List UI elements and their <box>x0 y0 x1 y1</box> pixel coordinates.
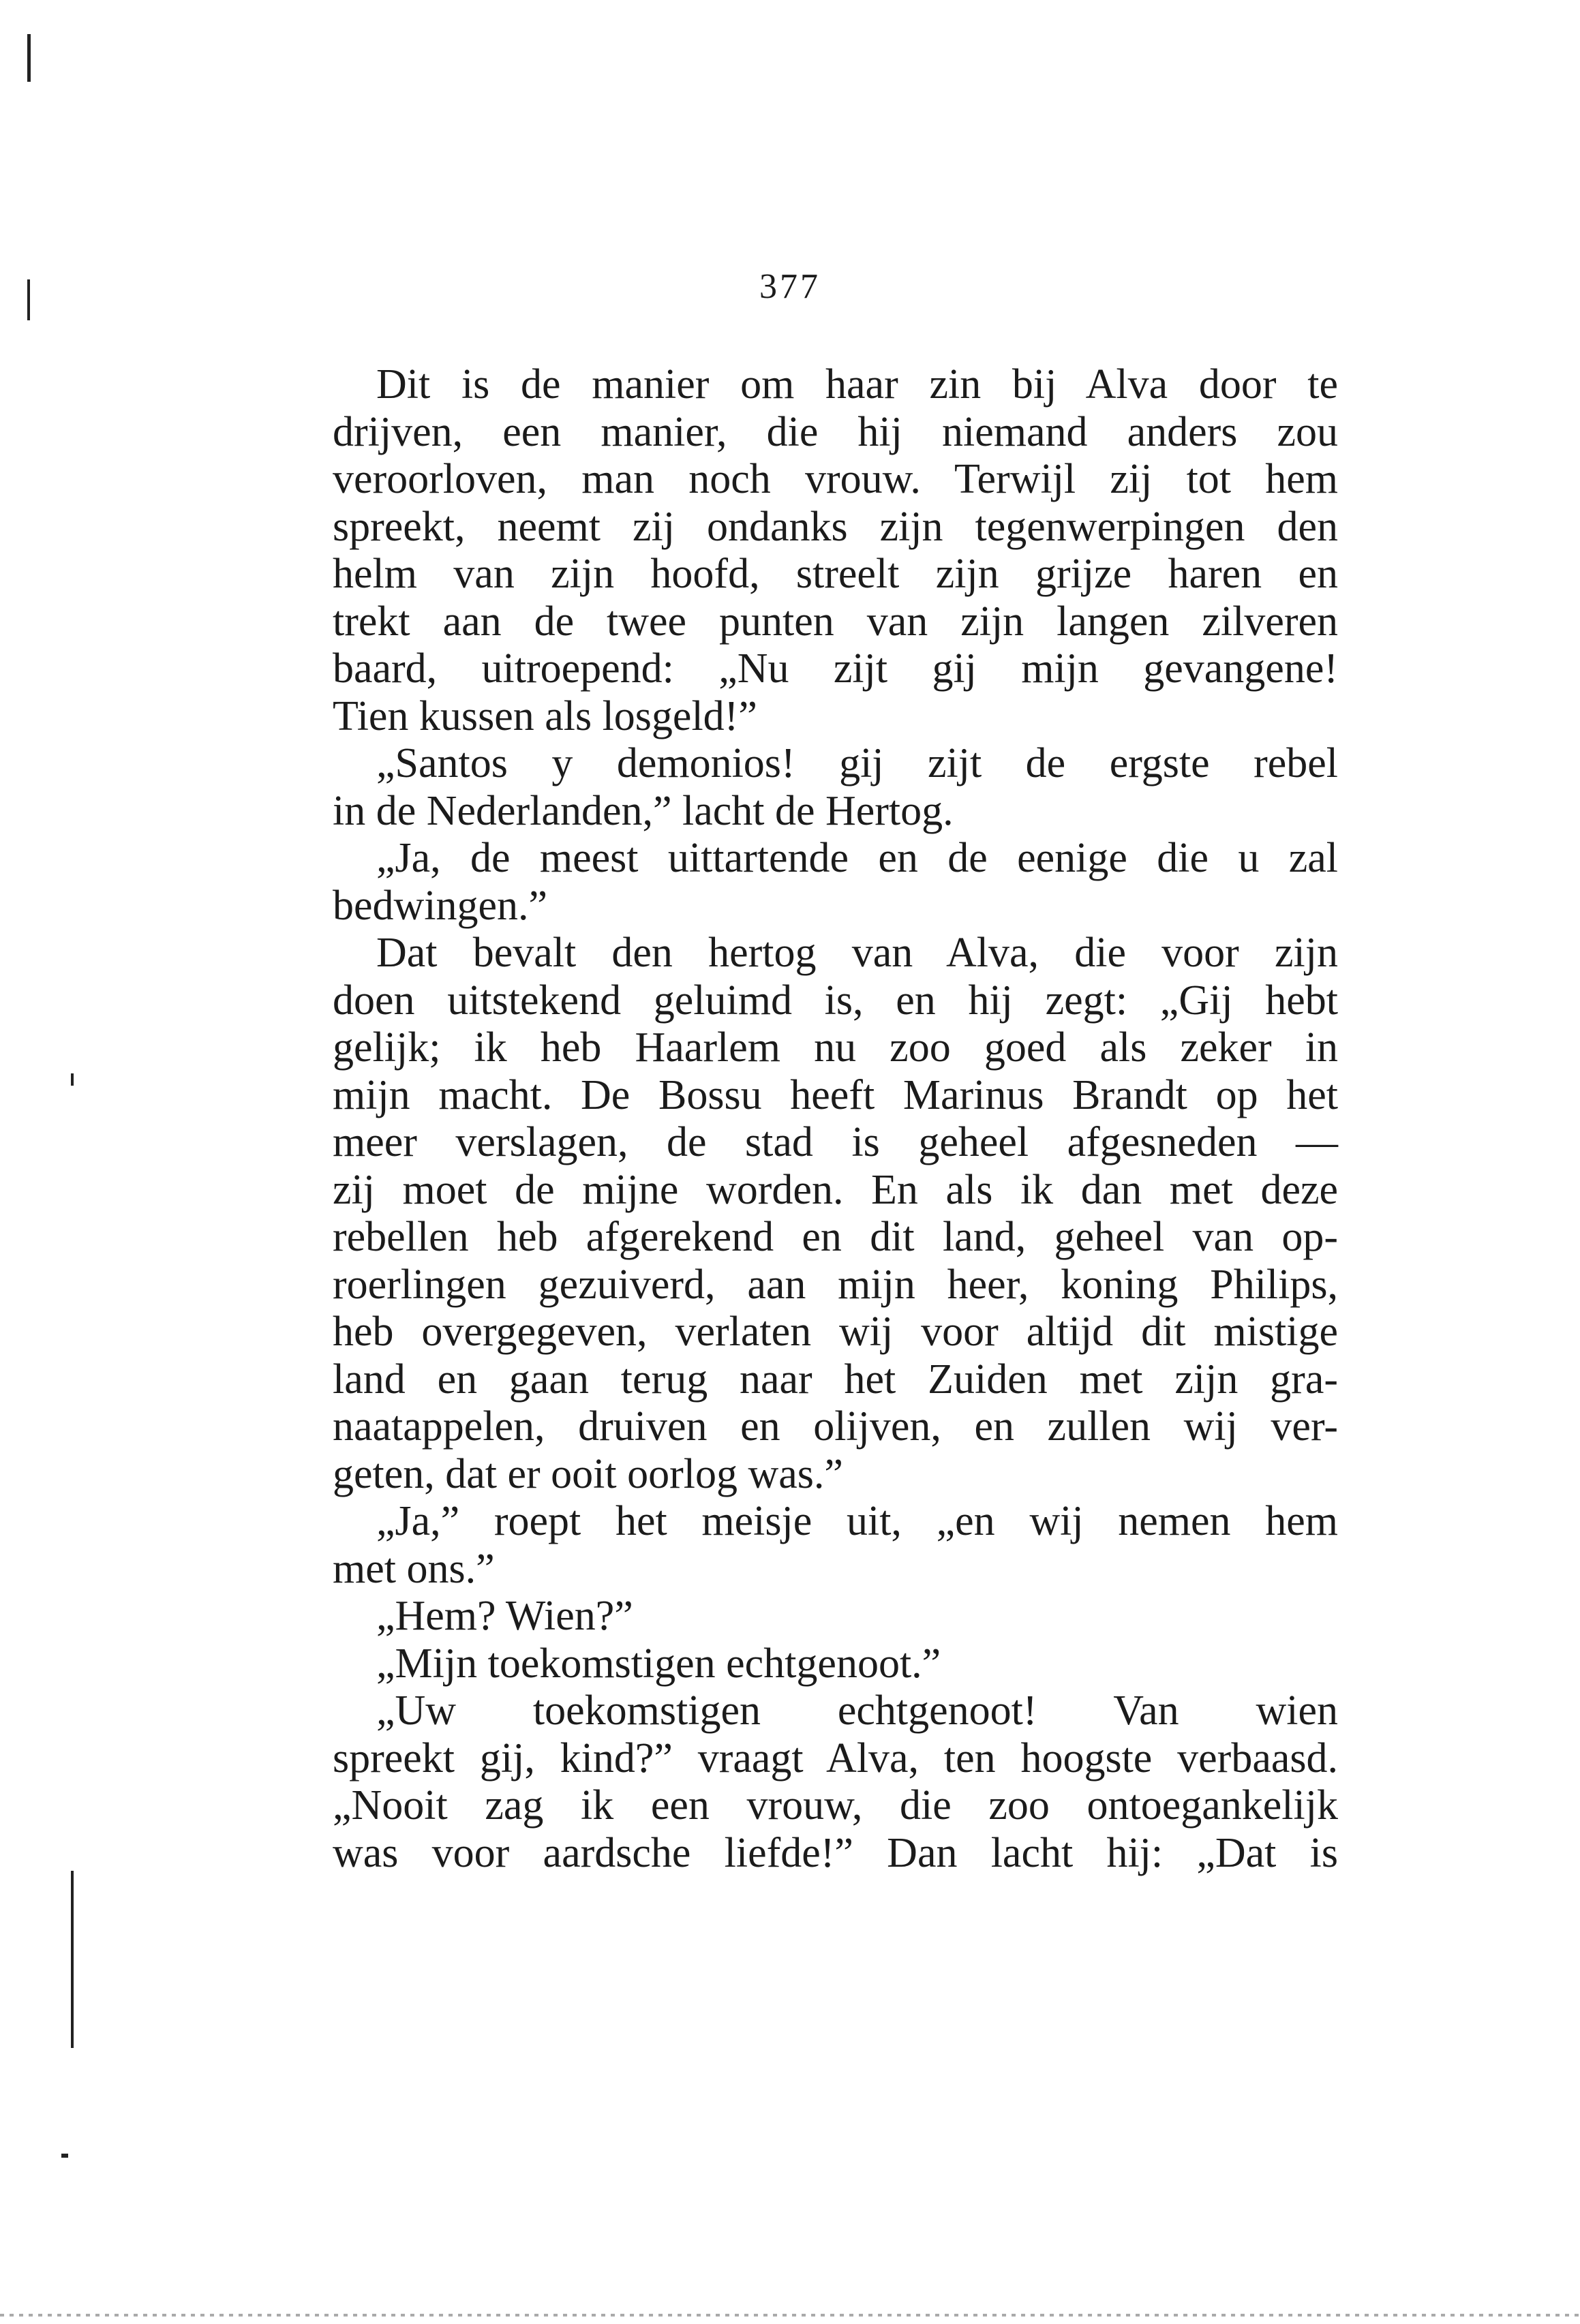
text-line: doen uitstekend geluimd is, en hij zegt: „Gij hebt <box>333 977 1338 1024</box>
scan-mark <box>61 2154 68 2158</box>
text-line: met ons.” <box>333 1545 495 1592</box>
scan-mark <box>71 1871 74 2048</box>
text-line: Tien kussen als losgeld!” <box>333 692 757 739</box>
scan-mark <box>71 1073 74 1086</box>
text-line: bedwingen.” <box>333 882 548 929</box>
text-line: „Hem? Wien?” <box>376 1593 633 1639</box>
text-line: „Ja,” roept het meisje uit, „en wij nemen hem <box>376 1498 1338 1544</box>
text-line: Dit is de manier om haar zin bij Alva door te <box>376 361 1338 408</box>
scan-edge <box>0 2314 1580 2317</box>
text-line: baard, uitroepend: „Nu zijt gij mijn gevangene! <box>333 645 1338 692</box>
text-line: geten, dat er ooit oorlog was.” <box>333 1450 843 1497</box>
scan-mark <box>27 279 30 320</box>
text-line: gelijk; ik heb Haarlem nu zoo goed als zeker in <box>333 1024 1338 1071</box>
text-line: trekt aan de twee punten van zijn langen zilveren <box>333 598 1338 645</box>
text-line: roerlingen gezuiverd, aan mijn heer, koning Philips, <box>333 1261 1338 1308</box>
text-line: heb overgegeven, verlaten wij voor altijd dit mistige <box>333 1309 1338 1355</box>
text-line: zij moet de mijne worden. En als ik dan met deze <box>333 1166 1338 1213</box>
page-number: 377 <box>759 267 821 306</box>
scan-mark <box>27 34 31 82</box>
text-line: in de Nederlanden,” lacht de Hertog. <box>333 787 954 834</box>
text-line: was voor aardsche liefde!” Dan lacht hij: „Dat is <box>333 1829 1338 1876</box>
text-line: veroorloven, man noch vrouw. Terwijl zij tot hem <box>333 456 1338 502</box>
text-line: helm van zijn hoofd, streelt zijn grijze haren en <box>333 551 1338 597</box>
body-text <box>333 361 1338 1877</box>
text-line: drijven, een manier, die hij niemand anders zou <box>333 408 1338 455</box>
text-line: mijn macht. De Bossu heeft Marinus Brandt op het <box>333 1071 1338 1118</box>
text-line: „Ja, de meest uittartende en de eenige die u zal <box>376 835 1338 881</box>
text-line: „Uw toekomstigen echtgenoot! Van wien <box>376 1687 1338 1734</box>
text-line: „Mijn toekomstigen echtgenoot.” <box>376 1640 941 1687</box>
text-line: spreekt gij, kind?” vraagt Alva, ten hoogste verbaasd. <box>333 1734 1338 1782</box>
text-line: „Santos y demonios! gij zijt de ergste rebel <box>376 740 1338 786</box>
text-line: land en gaan terug naar het Zuiden met zijn gra- <box>333 1356 1338 1403</box>
text-line: meer verslagen, de stad is geheel afgesneden — <box>333 1119 1338 1165</box>
text-line: „Nooit zag ik een vrouw, die zoo ontoegankelijk <box>333 1782 1338 1829</box>
text-line: naatappelen, druiven en olijven, en zullen wij ver- <box>333 1403 1338 1450</box>
text-line: spreekt, neemt zij ondanks zijn tegenwerpingen den <box>333 503 1338 550</box>
text-line: Dat bevalt den hertog van Alva, die voor zijn <box>376 930 1338 976</box>
text-line: rebellen heb afgerekend en dit land, geheel van op- <box>333 1214 1338 1260</box>
